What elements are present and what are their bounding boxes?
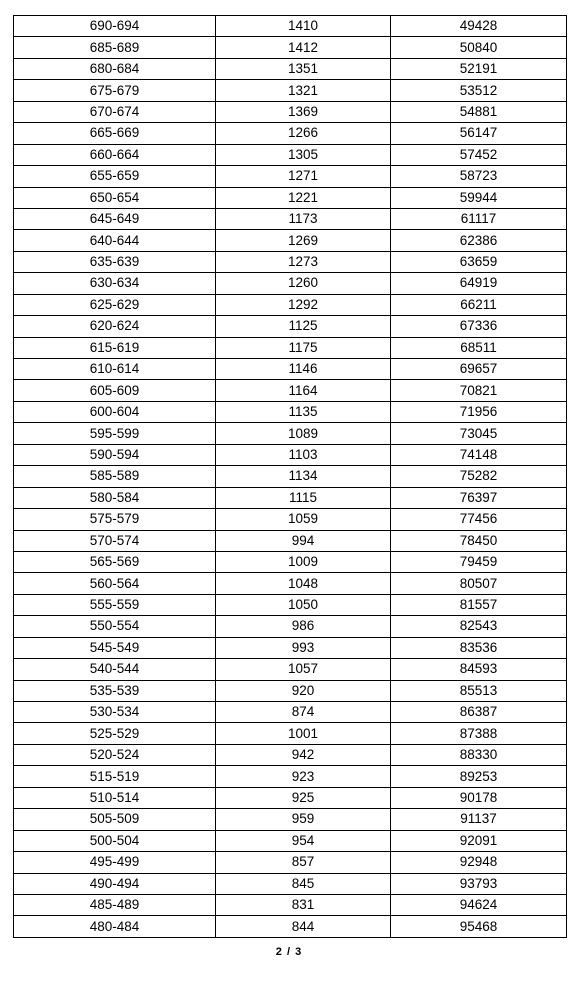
cumulative-count-cell: 57452	[391, 144, 567, 165]
table-row	[14, 208, 567, 229]
table-row	[14, 337, 567, 358]
cumulative-count-cell: 67336	[391, 316, 567, 337]
cumulative-count-cell: 89253	[391, 766, 567, 787]
score-range-cell: 510-514	[14, 787, 216, 808]
count-cell: 1221	[216, 187, 391, 208]
table-row	[14, 444, 567, 465]
score-range-cell: 570-574	[14, 530, 216, 551]
cumulative-count-cell: 53512	[391, 80, 567, 101]
table-row	[14, 616, 567, 637]
cumulative-count-cell: 79459	[391, 551, 567, 572]
cumulative-count-cell: 91137	[391, 809, 567, 830]
table-row	[14, 359, 567, 380]
table-row	[14, 230, 567, 251]
cumulative-count-cell: 78450	[391, 530, 567, 551]
table-row	[14, 852, 567, 873]
table-row	[14, 530, 567, 551]
table-row	[14, 809, 567, 830]
cumulative-count-cell: 59944	[391, 187, 567, 208]
table-row	[14, 80, 567, 101]
cumulative-count-cell: 81557	[391, 594, 567, 615]
cumulative-count-cell: 52191	[391, 58, 567, 79]
count-cell: 844	[216, 916, 391, 937]
table-row	[14, 273, 567, 294]
count-cell: 1305	[216, 144, 391, 165]
count-cell: 1175	[216, 337, 391, 358]
cumulative-count-cell: 56147	[391, 123, 567, 144]
score-range-cell: 580-584	[14, 487, 216, 508]
table-row	[14, 787, 567, 808]
cumulative-count-cell: 87388	[391, 723, 567, 744]
score-range-cell: 620-624	[14, 316, 216, 337]
cumulative-count-cell: 92948	[391, 852, 567, 873]
score-range-cell: 555-559	[14, 594, 216, 615]
cumulative-count-cell: 85513	[391, 680, 567, 701]
count-cell: 1134	[216, 466, 391, 487]
table-row	[14, 37, 567, 58]
score-range-cell: 675-679	[14, 80, 216, 101]
count-cell: 923	[216, 766, 391, 787]
table-row	[14, 144, 567, 165]
count-cell: 986	[216, 616, 391, 637]
score-range-cell: 610-614	[14, 359, 216, 380]
count-cell: 1173	[216, 208, 391, 229]
score-range-cell: 605-609	[14, 380, 216, 401]
count-cell: 1057	[216, 659, 391, 680]
cumulative-count-cell: 63659	[391, 251, 567, 272]
cumulative-count-cell: 82543	[391, 616, 567, 637]
score-range-cell: 540-544	[14, 659, 216, 680]
score-range-cell: 640-644	[14, 230, 216, 251]
count-cell: 845	[216, 873, 391, 894]
table-row	[14, 723, 567, 744]
cumulative-count-cell: 90178	[391, 787, 567, 808]
table-row	[14, 16, 567, 37]
table-row	[14, 916, 567, 937]
table-row	[14, 487, 567, 508]
score-range-cell: 480-484	[14, 916, 216, 937]
table-row	[14, 873, 567, 894]
page-number: 2 / 3	[275, 946, 303, 958]
cumulative-count-cell: 64919	[391, 273, 567, 294]
count-cell: 1059	[216, 509, 391, 530]
count-cell: 925	[216, 787, 391, 808]
count-cell: 1050	[216, 594, 391, 615]
table-row	[14, 123, 567, 144]
count-cell: 1260	[216, 273, 391, 294]
count-cell: 874	[216, 702, 391, 723]
table-row	[14, 766, 567, 787]
count-cell: 959	[216, 809, 391, 830]
score-range-cell: 495-499	[14, 852, 216, 873]
count-cell: 1273	[216, 251, 391, 272]
score-range-cell: 535-539	[14, 680, 216, 701]
table-row	[14, 830, 567, 851]
score-range-cell: 520-524	[14, 744, 216, 765]
table-row	[14, 680, 567, 701]
score-range-cell: 595-599	[14, 423, 216, 444]
cumulative-count-cell: 76397	[391, 487, 567, 508]
cumulative-count-cell: 95468	[391, 916, 567, 937]
cumulative-count-cell: 70821	[391, 380, 567, 401]
score-range-cell: 630-634	[14, 273, 216, 294]
cumulative-count-cell: 54881	[391, 101, 567, 122]
score-range-cell: 560-564	[14, 573, 216, 594]
count-cell: 1266	[216, 123, 391, 144]
score-range-cell: 600-604	[14, 401, 216, 422]
cumulative-count-cell: 61117	[391, 208, 567, 229]
count-cell: 1115	[216, 487, 391, 508]
score-range-cell: 550-554	[14, 616, 216, 637]
cumulative-count-cell: 73045	[391, 423, 567, 444]
score-range-cell: 505-509	[14, 809, 216, 830]
table-row	[14, 594, 567, 615]
count-cell: 831	[216, 894, 391, 915]
table-row	[14, 380, 567, 401]
cumulative-count-cell: 80507	[391, 573, 567, 594]
cumulative-count-cell: 74148	[391, 444, 567, 465]
table-row	[14, 58, 567, 79]
cumulative-count-cell: 86387	[391, 702, 567, 723]
score-range-cell: 655-659	[14, 166, 216, 187]
count-cell: 1292	[216, 294, 391, 315]
score-distribution-table	[13, 15, 567, 938]
score-range-cell: 485-489	[14, 894, 216, 915]
score-range-cell: 635-639	[14, 251, 216, 272]
count-cell: 1048	[216, 573, 391, 594]
cumulative-count-cell: 94624	[391, 894, 567, 915]
score-range-cell: 500-504	[14, 830, 216, 851]
table-row	[14, 659, 567, 680]
cumulative-count-cell: 69657	[391, 359, 567, 380]
cumulative-count-cell: 49428	[391, 16, 567, 37]
cumulative-count-cell: 83536	[391, 637, 567, 658]
cumulative-count-cell: 50840	[391, 37, 567, 58]
score-range-cell: 530-534	[14, 702, 216, 723]
table-row	[14, 423, 567, 444]
count-cell: 1001	[216, 723, 391, 744]
count-cell: 1009	[216, 551, 391, 572]
count-cell: 954	[216, 830, 391, 851]
score-range-cell: 615-619	[14, 337, 216, 358]
count-cell: 994	[216, 530, 391, 551]
table-row	[14, 466, 567, 487]
count-cell: 1125	[216, 316, 391, 337]
cumulative-count-cell: 88330	[391, 744, 567, 765]
table-row	[14, 166, 567, 187]
score-range-cell: 645-649	[14, 208, 216, 229]
cumulative-count-cell: 92091	[391, 830, 567, 851]
score-range-cell: 575-579	[14, 509, 216, 530]
cumulative-count-cell: 84593	[391, 659, 567, 680]
count-cell: 1321	[216, 80, 391, 101]
table-row	[14, 702, 567, 723]
score-range-cell: 650-654	[14, 187, 216, 208]
table-row	[14, 551, 567, 572]
score-range-cell: 690-694	[14, 16, 216, 37]
count-cell: 993	[216, 637, 391, 658]
count-cell: 1269	[216, 230, 391, 251]
table-body	[14, 16, 567, 938]
table-row	[14, 401, 567, 422]
score-range-cell: 585-589	[14, 466, 216, 487]
score-range-cell: 625-629	[14, 294, 216, 315]
score-range-cell: 525-529	[14, 723, 216, 744]
score-range-cell: 515-519	[14, 766, 216, 787]
count-cell: 1164	[216, 380, 391, 401]
score-range-cell: 565-569	[14, 551, 216, 572]
score-range-cell: 490-494	[14, 873, 216, 894]
count-cell: 1369	[216, 101, 391, 122]
table-row	[14, 251, 567, 272]
table-row	[14, 509, 567, 530]
count-cell: 1410	[216, 16, 391, 37]
score-range-cell: 660-664	[14, 144, 216, 165]
table-row	[14, 894, 567, 915]
score-range-cell: 545-549	[14, 637, 216, 658]
table-row	[14, 637, 567, 658]
cumulative-count-cell: 68511	[391, 337, 567, 358]
score-range-cell: 590-594	[14, 444, 216, 465]
score-range-cell: 670-674	[14, 101, 216, 122]
table-row	[14, 744, 567, 765]
table-row	[14, 187, 567, 208]
count-cell: 1103	[216, 444, 391, 465]
cumulative-count-cell: 93793	[391, 873, 567, 894]
table-row	[14, 573, 567, 594]
table-row	[14, 316, 567, 337]
count-cell: 1271	[216, 166, 391, 187]
cumulative-count-cell: 77456	[391, 509, 567, 530]
count-cell: 1146	[216, 359, 391, 380]
count-cell: 942	[216, 744, 391, 765]
count-cell: 920	[216, 680, 391, 701]
cumulative-count-cell: 71956	[391, 401, 567, 422]
cumulative-count-cell: 58723	[391, 166, 567, 187]
score-range-cell: 665-669	[14, 123, 216, 144]
count-cell: 1351	[216, 58, 391, 79]
table-row	[14, 101, 567, 122]
cumulative-count-cell: 62386	[391, 230, 567, 251]
score-range-cell: 680-684	[14, 58, 216, 79]
table-row	[14, 294, 567, 315]
count-cell: 1412	[216, 37, 391, 58]
cumulative-count-cell: 75282	[391, 466, 567, 487]
score-range-cell: 685-689	[14, 37, 216, 58]
count-cell: 857	[216, 852, 391, 873]
count-cell: 1089	[216, 423, 391, 444]
count-cell: 1135	[216, 401, 391, 422]
cumulative-count-cell: 66211	[391, 294, 567, 315]
